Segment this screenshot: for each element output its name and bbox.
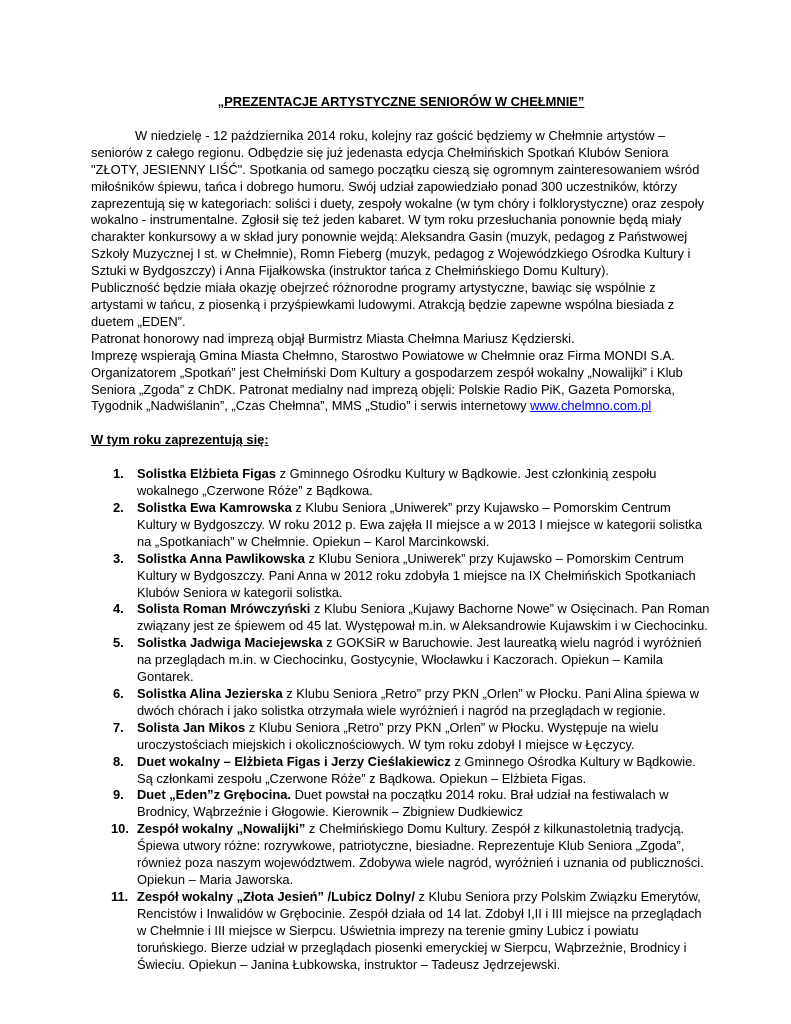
document-title: „PREZENTACJE ARTYSTYCZNE SENIORÓW W CHEŁMNIE” bbox=[217, 94, 585, 109]
item-number: 2. bbox=[113, 500, 124, 516]
performer-name: Solistka Alina Jezierska bbox=[137, 686, 283, 701]
performer-description: z Klubu Seniora „Uniwerek” przy Kujawsko – Pomorskim Centrum Kultury w Bydgoszczy. W roku 2012 p. Ewa zajęła II miejsce a w 2013 I miejsce w kategorii solistka na „Spotkaniach” w Chełmnie. Opiekun – Karol Marcinkowski. bbox=[137, 500, 703, 549]
item-number: 5. bbox=[113, 635, 124, 651]
performer-name: Solistka Anna Pawlikowska bbox=[137, 550, 305, 566]
item-number: 10. bbox=[111, 821, 129, 837]
performer-description: z Klubu Seniora „Retro” przy PKN „Orlen” w Płocku. Występuje na wielu uroczystościach miejskich i okolicznościowych. W tym roku zdobył I miejsce w Łęczycy. bbox=[137, 719, 659, 752]
performer-description: Duet powstał na początku 2014 roku. Brał udział na festiwalach w Brodnicy, Wąbrzeźnie i Głogowie. Kierownik – Zbigniew Dudkiewicz bbox=[137, 787, 669, 820]
intro-paragraph: W niedzielę - 12 października 2014 roku, kolejny raz gościć będziemy w Chełmnie artystów – seniorów z całego regionu. Odbędzie się już jedenasta edycja Chełmińskich Spotkań Klubów Seniora "ZŁOTY, JESIENNY LIŚĆ". Spotkania od samego początku cieszą się ogromnym zainteresowaniem wśród miłośników śpiewu, tańca i dobrego humoru. Swój udział zapowiedziało ponad 300 uczestników, którzy zaprezentują się w kategoriach: soliści i duety, zespoły wokalne (w tym chóry i folklorystyczne) oraz zespoły wokalno - instrumentalne. Zgłosił się też jeden kabaret. W tym roku przesłuchania ponownie będą miały charakter konkursowy a w skład jury ponownie wejdą: Aleksandra Gasin (muzyk, pedagog z Państwowej Szkoły Muzycznej I st. w Chełmnie), Romn Fieberg (muzyk, pedagog z Wojewódzkiego Ośrodka Kultury i Sztuki w Bydgoszczy) i Anna Fijałkowska (instruktor tańca z Chełmińskiego Domu Kultury). bbox=[91, 127, 705, 279]
performer-description: z GOKSiR w Baruchowie. Jest laureatką wielu nagród i wyróżnień na przeglądach m.in. w Ciechocinku, Gostycynie, Włocławku i Kaczorach. Opiekun – Kamila Gontarek. bbox=[137, 635, 702, 685]
list-item bbox=[113, 686, 711, 720]
performer-description: z Klubu Seniora „Retro” przy PKN „Orlen” w Płocku. Pani Alina śpiewa w dwóch chórach i jako solistka otrzymała wiele wyróżnień i nagród na przeglądach w regionie. bbox=[137, 686, 699, 718]
item-number: 11. bbox=[111, 888, 129, 904]
performer-name: Duet „Eden”z Grębocina. bbox=[137, 787, 291, 803]
list-item bbox=[111, 888, 711, 974]
organizer-text: Organizatorem „Spotkań” jest Chełmiński Dom Kultury a gospodarzem zespół wokalny „Nowalijki” i Klub Seniora „Zgoda” z ChDK. Patronat medialny nad imprezą objęli: Polskie Radio PiK, Gazeta Pomorska, Tygodnik „Nadwiślanin”, „Czas Chełmna”, MMS „Studio” i serwis internetowy bbox=[91, 364, 683, 414]
performers-list bbox=[91, 466, 711, 973]
list-item bbox=[113, 466, 711, 500]
performer-description: z Chełmińskiego Domu Kultury. Zespół z kilkunastoletnią tradycją. Śpiewa utwory różne: rozrywkowe, patriotyczne, biesiadne. Reprezentuje Klub Seniora „Zgoda”, również poza naszym województwem. Zdobywa wiele nagród, wyróżnień i uznania od publiczności. Opiekun – Maria Jaworska. bbox=[137, 821, 704, 887]
performer-name: Solistka Ewa Kamrowska bbox=[137, 500, 292, 516]
item-number: 7. bbox=[113, 719, 124, 735]
list-item bbox=[113, 787, 711, 821]
sponsors-paragraph: Imprezę wspierają Gmina Miasta Chełmno, Starostwo Powiatowe w Chełmnie oraz Firma MONDI S.A. bbox=[91, 347, 675, 363]
list-item bbox=[113, 601, 711, 635]
performer-name: Solistka Jadwiga Maciejewska bbox=[137, 635, 323, 651]
list-item bbox=[113, 753, 711, 788]
list-item bbox=[113, 635, 711, 686]
performer-description: z Klubu Seniora przy Polskim Związku Emerytów, Rencistów i Inwalidów w Grębocinie. Zespół działa od 14 lat. Zdobył I,II i III miejsce na przeglądach w Chełmnie i III miejsce w Sierpcu. Uświetnia imprezy na terenie gminy Lubicz i powiatu toruńskiego. Bierze udział w przeglądach piosenki emeryckiej w Sierpcu, Wąbrzeźnie, Brodnicy i Świeciu. Opiekun – Janina Łubkowska, instruktor – Tadeusz Jędrzejewski. bbox=[137, 888, 702, 972]
performer-name: Solistka Elżbieta Figas bbox=[137, 466, 276, 482]
item-number: 6. bbox=[113, 686, 124, 701]
section-heading: W tym roku zaprezentują się: bbox=[91, 432, 269, 448]
performer-name: Zespół wokalny „Złota Jesień” /Lubicz Dolny/ bbox=[137, 888, 415, 904]
performer-name: Solista Jan Mikos bbox=[137, 719, 246, 735]
list-item bbox=[111, 821, 711, 889]
item-number: 1. bbox=[113, 466, 124, 482]
performer-description: z Gminnego Ośrodku Kultury w Bądkowie. Jest członkinią zespołu wokalnego „Czerwone Róże” z Bądkowa. bbox=[137, 466, 657, 499]
patronage-paragraph: Patronat honorowy nad imprezą objął Burmistrz Miasta Chełmna Mariusz Kędzierski. bbox=[91, 330, 575, 346]
item-number: 3. bbox=[113, 550, 124, 566]
list-item bbox=[113, 550, 711, 602]
list-item bbox=[113, 500, 711, 551]
item-number: 9. bbox=[113, 787, 124, 803]
performer-description: z Gminnego Ośrodka Kultury w Bądkowie. Są członkami zespołu „Czerwone Róże” z Bądkowa. Opiekun – Elżbieta Figas. bbox=[137, 753, 696, 786]
list-item bbox=[113, 719, 711, 754]
performer-description: z Klubu Seniora „Uniwerek” przy Kujawsko – Pomorskim Centrum Kultury w Bydgoszczy. Pani Anna w 2012 roku zdobyła 1 miejsce na IX Chełmińskich Spotkaniach Klubów Seniora w kategorii solistka. bbox=[137, 550, 696, 600]
organizer-paragraph bbox=[91, 365, 711, 416]
performer-name: Zespół wokalny „Nowalijki” bbox=[137, 821, 306, 837]
performer-description: z Klubu Seniora „Kujawy Bachorne Nowe” w Osięcinach. Pan Roman związany jest ze śpiewem od 45 lat. Występował m.in. w Aleksandrowie Kujawskim i w Ciechocinku. bbox=[137, 601, 710, 634]
item-number: 4. bbox=[113, 601, 124, 617]
item-number: 8. bbox=[113, 753, 124, 769]
performer-name: Duet wokalny – Elżbieta Figas i Jerzy Cieślakiewicz bbox=[137, 753, 451, 769]
performer-name: Solista Roman Mrówczyński bbox=[137, 601, 311, 617]
document-page bbox=[91, 94, 711, 973]
website-link[interactable]: www.chelmno.com.pl bbox=[530, 398, 652, 414]
audience-paragraph: Publiczność będzie miała okazję obejrzeć różnorodne programy artystyczne, bawiąc się wspólnie z artystami w tańcu, z piosenką i przyśpiewkami ludowymi. Atrakcją będzie zapewne wspólna biesiada z duetem „EDEN”. bbox=[91, 280, 675, 329]
